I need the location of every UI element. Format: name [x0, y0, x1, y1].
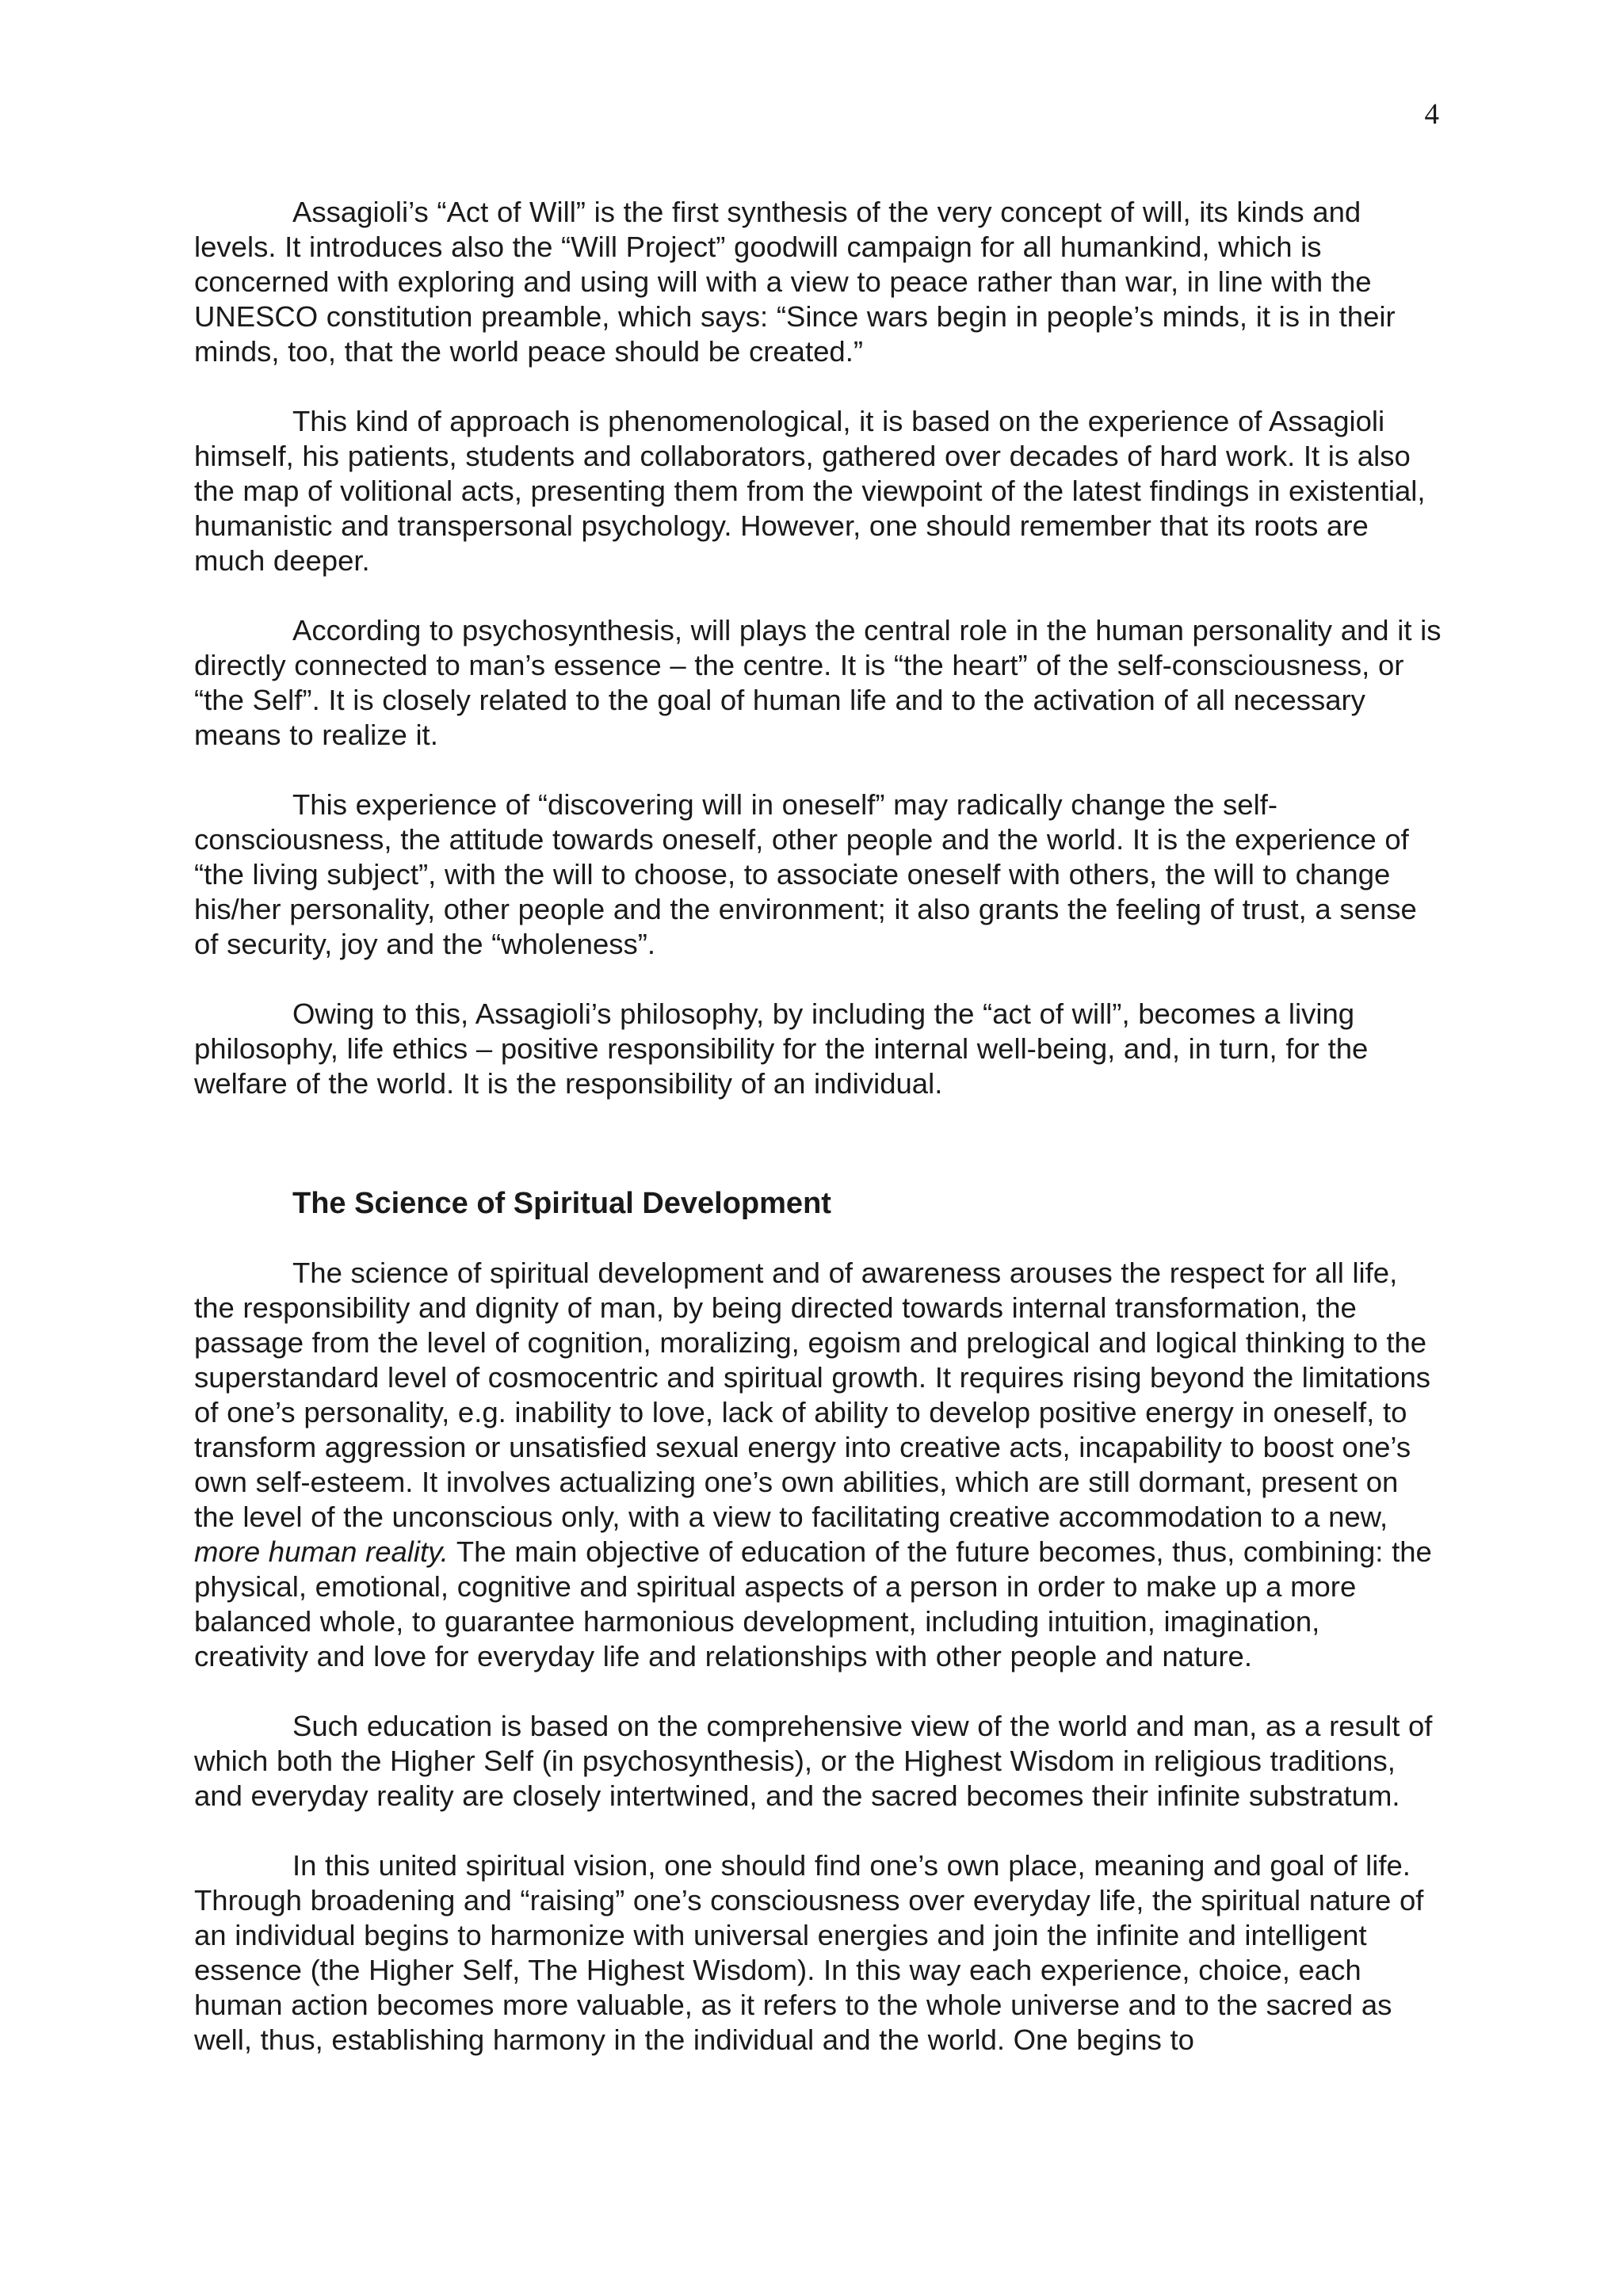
paragraph-act-of-will: Assagioli’s “Act of Will” is the first synthesis of the very concept of will, its kinds and levels. It introduces also the “Will Project” goodwill campaign for all humankind, which is concerned with exploring and using will with a view to peace rather than war, in line with the UNESCO constitution preamble, which says: “Since wars begin in people’s minds, it is in their minds, too, that the world peace should be created.” [194, 196, 1396, 368]
page-number: 4 [1424, 98, 1439, 131]
paragraph-discovering-will: This experience of “discovering will in oneself” may radically change the self-consciousness, the attitude towards oneself, other people and the world. It is the experience of “the living subject”, with the will to choose, to associate oneself with others, the will to change his/her personality, other people and the environment; it also grants the feeling of trust, a sense of security, joy and the “wholeness”. [194, 788, 1417, 960]
document-body [194, 195, 1442, 2092]
paragraph-living-philosophy: Owing to this, Assagioli’s philosophy, by including the “act of will”, becomes a living philosophy, life ethics – positive responsibility for the internal well-being, and, in turn, for the welfare of the world. It is the responsibility of an individual. [194, 997, 1369, 1100]
paragraph-comprehensive-view: Such education is based on the comprehensive view of the world and man, as a result of which both the Higher Self (in psychosynthesis), or the Highest Wisdom in religious traditions, and everyday reality are closely intertwined, and the sacred becomes their infinite substratum. [194, 1710, 1433, 1812]
paragraph-science-of-spiritual-development [194, 1256, 1442, 1674]
paragraph-phenomenological-approach: This kind of approach is phenomenological, it is based on the experience of Assagioli himself, his patients, students and collaborators, gathered over decades of hard work. It is also the map of volitional acts, presenting them from the viewpoint of the latest findings in existential, humanistic and transpersonal psychology. However, one should remember that its roots are much deeper. [194, 405, 1426, 577]
paragraph-text-start: The science of spiritual development and of awareness arouses the respect for all life, the responsibility and dignity of man, by being directed towards internal transformation, the passage from the level of cognition, moralizing, egoism and prelogical and logical thinking to the superstandard level of cosmocentric and spiritual growth. It requires rising beyond the limitations of one’s personality, e.g. inability to love, lack of ability to develop positive energy in oneself, to transform aggression or unsatisfied sexual energy into creative acts, incapability to boost one’s own self-esteem. It involves actualizing one’s own abilities, which are still dormant, present on the level of the unconscious only, with a view to facilitating creative accommodation to a new, [194, 1257, 1431, 1533]
paragraph-psychosynthesis-will: According to psychosynthesis, will plays the central role in the human personality and it is directly connected to man’s essence – the centre. It is “the heart” of the self-consciousness, or “the Self”. It is closely related to the goal of human life and to the activation of all necessary means to realize it. [194, 614, 1442, 751]
paragraph-text-end: The main objective of education of the future becomes, thus, combining: the physical, emotional, cognitive and spiritual aspects of a person in order to make up a more balanced whole, to guarantee harmonious development, including intuition, imagination, creativity and love for everyday life and relationships with other people and nature. [194, 1535, 1432, 1672]
paragraph-united-spiritual-vision: In this united spiritual vision, one should find one’s own place, meaning and goal of life. Through broadening and “raising” one’s consciousness over everyday life, the spiritual nature of an individual begins to harmonize with universal energies and join the infinite and intelligent essence (the Higher Self, The Highest Wisdom). In this way each experience, choice, each human action becomes more valuable, as it refers to the whole universe and to the sacred as well, thus, establishing harmony in the individual and the world. One begins to [194, 1849, 1424, 2056]
italic-phrase: more human reality. [194, 1535, 449, 1568]
section-heading: The Science of Spiritual Development [292, 1187, 831, 1220]
section-body [194, 1256, 1442, 2058]
